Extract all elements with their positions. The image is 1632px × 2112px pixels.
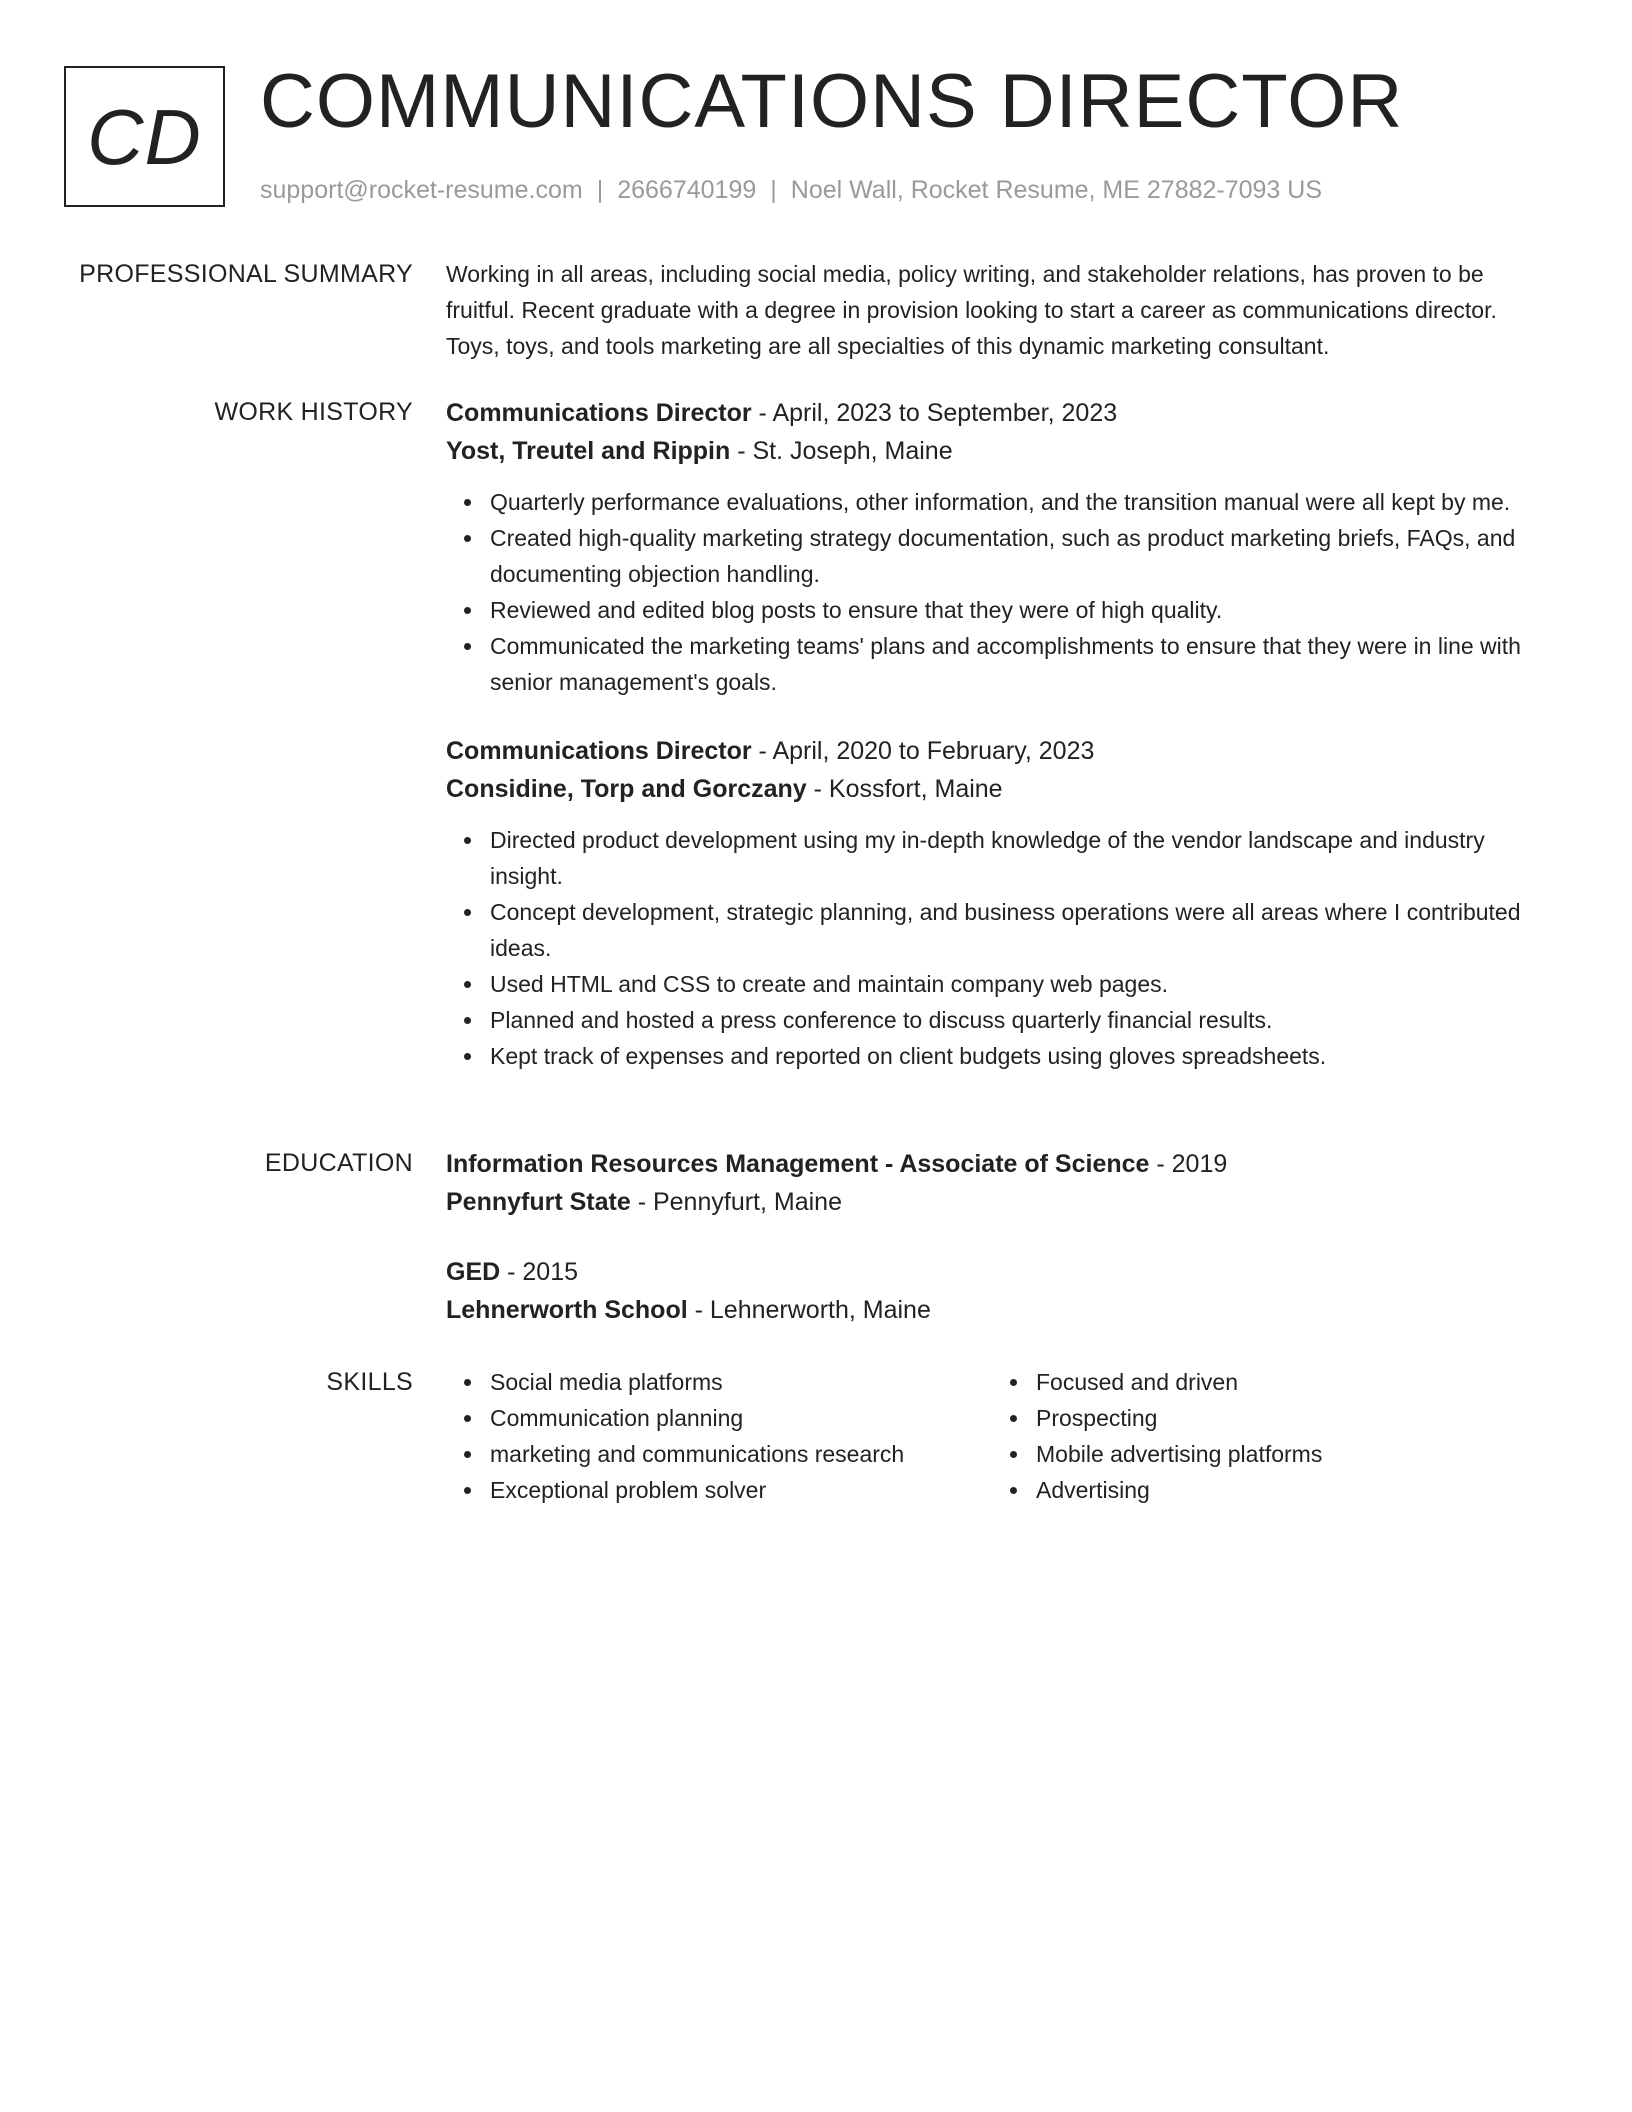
job-title: Communications Director [446,399,752,427]
job-title-line [446,394,1556,432]
job-title-line [446,732,1556,770]
skill-item: Prospecting [1036,1400,1538,1436]
skills-body [446,1364,1556,1508]
skill-item: Mobile advertising platforms [1036,1436,1538,1472]
education-degree-line [446,1145,1556,1183]
education-degree-line [446,1253,1556,1291]
job-dates: - April, 2020 to February, 2023 [751,737,1095,765]
education-year: - 2019 [1149,1150,1228,1178]
skills-section [0,1364,1632,1508]
job-bullet: Kept track of expenses and reported on client budgets using gloves spreadsheets. [490,1038,1556,1074]
education-section [0,1145,1632,1329]
job-bullet: Quarterly performance evaluations, other information, and the transition manual were all kept by me. [490,484,1556,520]
skill-item: marketing and communications research [490,1436,992,1472]
skill-item: Social media platforms [490,1364,992,1400]
job-bullet: Used HTML and CSS to create and maintain company web pages. [490,966,1556,1002]
contact-line [260,174,1322,206]
education-location: - Lehnerworth, Maine [687,1296,931,1324]
summary-section [0,256,1632,364]
job-title: Communications Director [446,737,752,765]
monogram-badge [64,66,225,207]
contact-address: Noel Wall, Rocket Resume, ME 27882-7093 US [790,176,1323,204]
education-school-line [446,1291,1556,1329]
education-school-line [446,1183,1556,1221]
education-entry [446,1253,1556,1329]
education-entry [446,1145,1556,1221]
education-heading: EDUCATION [264,1149,413,1177]
contact-separator: | [596,176,604,204]
summary-text: Working in all areas, including social media, policy writing, and stakeholder relations, has proven to be fruitful. Recent graduate with a degree in provision looking to start a career as communications director. Toys, toys, and tools marketing are all specialties of this dynamic marketing consultant. [446,261,1497,359]
skills-heading: SKILLS [326,1368,413,1396]
job-entry [446,732,1556,1074]
education-school: Pennyfurt State [446,1188,631,1216]
skill-item: Focused and driven [1036,1364,1538,1400]
work-history-section [0,394,1632,1074]
contact-email: support@rocket-resume.com [260,176,583,204]
education-year: - 2015 [500,1258,579,1286]
education-body [446,1145,1556,1329]
contact-separator: | [770,176,777,204]
job-dates: - April, 2023 to September, 2023 [751,399,1118,427]
skill-item: Advertising [1036,1472,1538,1508]
job-company-line [446,770,1556,808]
contact-phone: 2666740199 [617,176,757,204]
job-bullet: Concept development, strategic planning, and business operations were all areas where I contributed ideas. [490,894,1556,966]
job-bullets [446,484,1556,700]
job-bullet: Communicated the marketing teams' plans and accomplishments to ensure that they were in line with senior management's goals. [490,628,1556,700]
education-location: - Pennyfurt, Maine [630,1188,842,1216]
monogram-initials: CD [87,92,202,181]
skill-item: Exceptional problem solver [490,1472,992,1508]
skills-column-right [992,1364,1538,1508]
job-bullet: Created high-quality marketing strategy documentation, such as product marketing briefs, FAQs, and documenting objection handling. [490,520,1556,592]
job-bullets [446,822,1556,1074]
summary-heading: PROFESSIONAL SUMMARY [79,260,413,288]
job-company: Yost, Treutel and Rippin [446,437,731,465]
job-bullet: Reviewed and edited blog posts to ensure that they were of high quality. [490,592,1556,628]
skill-item: Communication planning [490,1400,992,1436]
job-location: - Kossfort, Maine [806,775,1003,803]
education-degree: Information Resources Management - Associate of Science [446,1150,1150,1178]
education-degree: GED [446,1258,501,1286]
job-bullet: Planned and hosted a press conference to discuss quarterly financial results. [490,1002,1556,1038]
skills-column-left [446,1364,992,1508]
summary-body [446,256,1556,364]
resume-title: COMMUNICATIONS DIRECTOR [260,59,1404,144]
work-history-heading: WORK HISTORY [214,398,413,426]
job-company-line [446,432,1556,470]
job-entry [446,394,1556,700]
job-bullet: Directed product development using my in-depth knowledge of the vendor landscape and industry insight. [490,822,1556,894]
job-location: - St. Joseph, Maine [730,437,953,465]
job-company: Considine, Torp and Gorczany [446,775,807,803]
work-history-body [446,394,1556,1074]
education-school: Lehnerworth School [446,1296,688,1324]
